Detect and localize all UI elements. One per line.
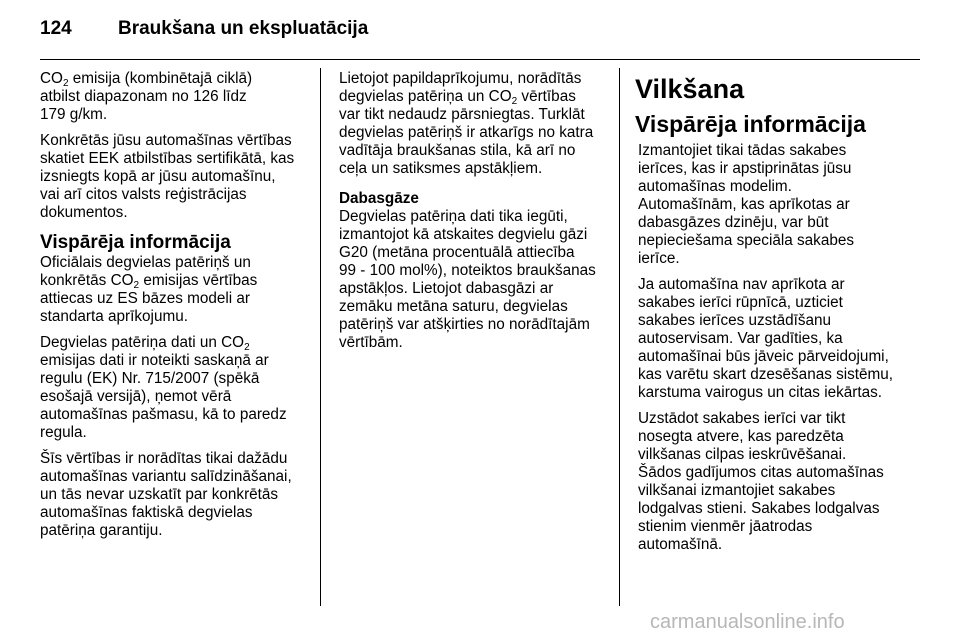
column-divider <box>320 68 321 606</box>
paragraph: Degvielas patēriņa dati tika iegūti, izmantojot kā atskaites degvielu gāzi G20 (metāna procentuālā attiecība 99 - 100 mol%), noteiktos braukšanas apstākļos. Lietojot dabasgāzi ar zemāku metāna saturu, degvielas patēriņš var atšķirties no norādītajām vērtībām. <box>339 208 596 351</box>
paragraph: Konkrētās jūsu automašīnas vērtības skatiet EEK atbilstības sertifikātā, kas izsniegts kopā ar jūsu automašīnu, vai arī citos valsts reģistrācijas dokumentos. <box>40 132 295 221</box>
column-1 <box>40 70 312 548</box>
paragraph: Oficiālais degvielas patēriņš un konkrētās $CO_2$ emisijas vērtības attiecas uz ES bāzes modeli ar standarta aprīkojumu. <box>40 254 258 325</box>
paragraph: Lietojot papildaprīkojumu, norādītās degvielas patēriņa un $CO_2$ vērtības var tikt nedaudz pārsniegtas. Turklāt degvielas patēriņš ir atkarīgs no katra vadītāja braukšanas stila, kā arī no ceļa un satiksmes apstākļiem. <box>339 70 594 177</box>
column-3 <box>635 70 920 562</box>
header-rule <box>40 59 920 60</box>
paragraph: Uzstādot sakabes ierīci var tikt nosegta atvere, kas paredzēta vilkšanas cilpas ieskrūvēšanai. Šādos gadījumos citas automašīnas vilkšanai izmantojiet sakabes lodgalvas stieni. Sakabes lodgalvas stienim vienmēr jāatrodas automašīnā. <box>638 410 884 553</box>
section-heading: Vispārēja informācija <box>40 232 231 253</box>
chapter-heading: Vilkšana <box>635 74 745 104</box>
paragraph: Šīs vērtības ir norādītas tikai dažādu automašīnas variantu salīdzināšanai, un tās nevar uzskatīt par konkrētās automašīnas faktiskā degvielas patēriņa garantiju. <box>40 450 292 539</box>
section-heading: Vispārēja informācija <box>635 111 866 137</box>
section-heading: Dabasgāze <box>339 190 419 207</box>
paragraph: Ja automašīna nav aprīkota ar sakabes ierīci rūpnīcā, uzticiet sakabes ierīces uzstādīšanu autoservisam. Var gadīties, ka automašīnai būs jāveic pārveidojumi, kas varētu skart dzesēšanas sistēmu, karstuma vairogus un citas iekārtas. <box>638 276 894 401</box>
paragraph: Izmantojiet tikai tādas sakabes ierīces, kas ir apstiprinātas jūsu automašīnas modelim. Automašīnām, kas aprīkotas ar dabasgāzes dzinēju, var būt nepieciešama speciāla sakabes ierīce. <box>638 142 854 267</box>
paragraph: Degvielas patēriņa dati un $CO_2$ emisijas dati ir noteikti saskaņā ar regulu (EK) Nr. 715/2007 (spēkā esošajā versijā), ņemot vērā automašīnas pašmasu, kā to paredz regula. <box>40 334 287 441</box>
watermark: carmanualsonline.info <box>650 611 845 633</box>
paragraph: $CO_2$ emisija (kombinētajā ciklā) atbilst diapazonam no 126 līdz 179 g/km. <box>40 70 253 123</box>
column-divider <box>619 68 620 606</box>
column-2 <box>339 70 611 360</box>
page-number: 124 <box>40 18 72 39</box>
chapter-title: Braukšana un ekspluatācija <box>118 18 369 39</box>
